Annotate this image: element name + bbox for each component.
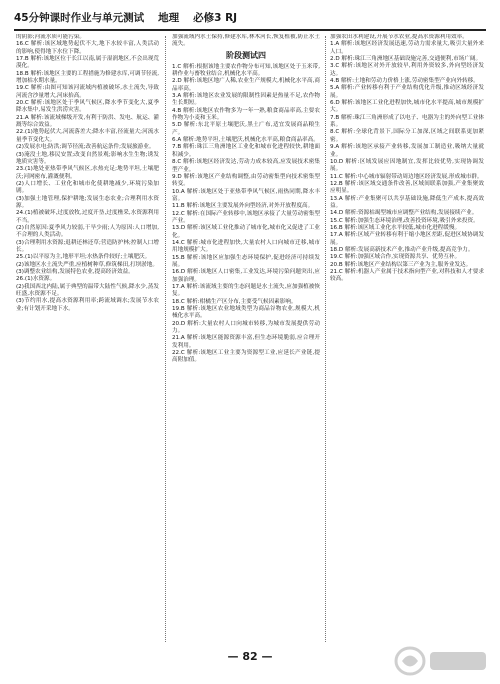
answer-paragraph: 19.B 解析:该地区农业地域类型为商品谷物农业,规模大,机械化水平高。 — [172, 306, 320, 320]
answer-paragraph: 26.(1)水资源。 — [16, 276, 56, 283]
answer-paragraph: 19.C 解析:由图可知该河流域内植被破坏,水土流失,导致河流含沙量增大,河床抬高。 — [16, 85, 159, 99]
answer-paragraph: 24.(1)植被破坏,过度放牧,过度开垦,过度樵采,水资源利用不当。 — [16, 210, 159, 224]
answer-paragraph: 16.B 解析:该区域工业化水平较低,城市化进程缓慢。 — [330, 224, 461, 231]
answer-paragraph: (3)加强土地管理,保护耕地;发展生态农业;合理利用水资源。 — [16, 195, 159, 209]
answer-paragraph: 18.B 解析:该地区主要的工程措施为修建水库,可调节径流,增加枯水期水量。 — [16, 70, 159, 85]
section-title: 阶段测试四 — [226, 50, 266, 60]
answer-paragraph: 6.A 解析:地势平坦,土壤肥沃,机械化水平高,粮食商品率高。 — [172, 137, 319, 144]
answer-paragraph: 22.(1)地势起伏大,河流落差大;降水丰富,径流量大;河流水量季节变化大。 — [16, 129, 159, 143]
answer-paragraph: 12.B 解析:该区域交通条件改善,区域间联系加强,产业集聚效应明显。 — [330, 180, 484, 195]
answer-paragraph: (2)该地区水土流失严重,应植树种草,修筑梯田,打坝淤地。 — [16, 261, 158, 268]
answer-paragraph: (3)合理利用水资源;退耕还林还草;营造防护林;控制人口增长。 — [16, 239, 159, 253]
answer-paragraph: (2)我国西北内陆,属于典型的温带大陆性气候,降水少,蒸发旺盛,水资源不足。 — [16, 283, 159, 298]
answer-paragraph: 13.D 解析:该区域工业化推动了城市化,城市化又促进了工业化。 — [172, 225, 320, 239]
answer-paragraph: 21.A 解析:该流域梯级开发,有利于防洪、发电、航运、灌溉等综合效益。 — [16, 114, 159, 129]
answer-paragraph: 5.D 解析:东北平原土壤肥沃,黑土广布,适宜发展商品粮生产。 — [172, 122, 320, 136]
answer-paragraph: 16.D 解析:该地区人口密集,工业发达,环境污染问题突出,应加强治理。 — [172, 269, 320, 283]
answer-paragraph: 的阴影;河流水质可能污染。 — [16, 34, 86, 40]
page-number: — 82 — — [227, 650, 273, 663]
answer-paragraph: 11.C 解析:中心城市辐射带动周边地区经济发展,形成城市群。 — [330, 173, 483, 180]
answer-paragraph: 21.C 解析:机器人产业属于技术指向型产业,对科技和人才要求较高。 — [330, 269, 484, 283]
answer-paragraph: 加强流域内水土保持,修建水库,林木河长,恢复植被,防止水土流失。 — [172, 34, 320, 48]
answer-paragraph: 14.C 解析:城市化进程加快,大量农村人口向城市迁移,城市用地规模扩大。 — [172, 239, 320, 254]
answer-paragraph: 25.(1)以平原为主,地形平坦;水热条件较好;土壤肥沃。 — [16, 254, 151, 261]
answer-paragraph: 7.B 解析:珠江三角洲形成了以电子、电器为主的外向型工业体系。 — [330, 114, 484, 129]
answer-paragraph: 13.A 解析:产业集聚可以共享基础设施,降低生产成本,提高效益。 — [330, 195, 484, 209]
answer-paragraph: 15.C 解析:加强生态环境治理,改善投资环境,吸引外来投资。 — [330, 217, 479, 224]
answer-paragraph: 5.A 解析:产业转移有利于产业结构优化升级,推动区域经济发展。 — [330, 85, 484, 99]
answer-paragraph: 17.B 解析:该地区位于长江以南,属于湿润地区,不会出现荒漠化。 — [16, 56, 159, 70]
answer-paragraph: 1.C 解析:根据该地主要农作物分布可知,该地区处于玉米带,耕作业与畜牧业结合,机械化水平高。 — [172, 63, 320, 78]
answer-paragraph: 10.A 解析:该地区处于亚热带季风气候区,雨热同期,降水丰富。 — [172, 188, 320, 202]
answer-paragraph: 9.A 解析:该地区承接产业转移,发展加工制造业,吸纳大量就业。 — [330, 144, 484, 158]
answer-paragraph: 20.C 解析:该地区处于季风气候区,降水季节变化大,夏季降水集中,易发生洪涝灾害。 — [16, 100, 159, 114]
answer-paragraph: 23.(1)地处亚热带季风气候区,水热充足;地势平坦,土壤肥沃;河网密布,灌溉便利。 — [16, 166, 159, 180]
answer-paragraph: (3)淹没土地,移民安置;改变自然景观;影响水生生物;诱发地质灾害等。 — [16, 151, 159, 165]
answer-paragraph: 15.B 解析:该地区应加强生态环境保护,促进经济可持续发展。 — [172, 254, 320, 268]
answer-column-1 — [16, 34, 159, 644]
answer-paragraph: 6.D 解析:该地区工业化进程加快,城市化水平提高,城市规模扩大。 — [330, 100, 484, 114]
answer-paragraph: 17.A 解析:该流域主要的生态问题是水土流失,应加强植被恢复。 — [172, 284, 320, 298]
column-divider — [325, 36, 326, 642]
book-title: 45分钟课时作业与单元测试 — [14, 11, 145, 24]
answer-paragraph: 10.D 解析:区域发展应因地制宜,发挥比较优势,实现协调发展。 — [330, 158, 484, 173]
answer-paragraph: 加强农田水利建设,开展节水农业,提高水资源利用效率。 — [330, 34, 468, 40]
answer-paragraph: 7.B 解析:珠江三角洲地区工业化和城市化进程较快,耕地面积减少。 — [172, 144, 320, 158]
answer-paragraph: 2.D 解析:珠江三角洲地区基础设施完善,交通便利,市场广阔。 — [330, 56, 482, 63]
answer-paragraph: (2)发展水电;防洪;调节径流;改善航运条件;发展旅游业。 — [16, 144, 155, 151]
answer-paragraph: 11.B 解析:该地区主要发展外向型经济,对外开放程度高。 — [172, 203, 314, 210]
column-divider — [165, 36, 166, 642]
answer-column-3 — [330, 34, 484, 644]
answer-paragraph: 1.A 解析:该地区经济发展迅速,劳动力需求量大,吸引大量外来人口。 — [330, 41, 484, 55]
answer-paragraph: 21.A 解析:该地区能源资源丰富,但生态环境脆弱,应合理开发利用。 — [172, 335, 320, 349]
answer-paragraph: 8.C 解析:该地区经济发达,劳动力成本较高,应发展技术密集型产业。 — [172, 159, 320, 173]
answer-paragraph: (2)自然原因:夏季风力较弱,干旱少雨;人为原因:人口增加,不合理的人类活动。 — [16, 224, 159, 239]
answer-column-2 — [172, 34, 320, 644]
answer-paragraph: 4.B 解析:土地和劳动力价格上涨,劳动密集型产业向外转移。 — [330, 78, 479, 85]
answer-paragraph: 18.D 解析:发展高新技术产业,推动产业升级,提高竞争力。 — [330, 246, 474, 253]
answer-paragraph: 12.C 解析:在国际产业转移中,该地区承接了大量劳动密集型产业。 — [172, 210, 320, 224]
volume-label: 必修3 RJ — [193, 11, 238, 24]
page-header — [14, 8, 486, 26]
answer-paragraph: 19.C 解析:加强区域合作,实现资源共享、优势互补。 — [330, 254, 461, 261]
answer-paragraph: 22.C 解析:该地区工业主要为资源型工业,应延长产业链,提高附加值。 — [172, 350, 320, 364]
watermark-logo — [392, 644, 492, 678]
answer-paragraph: 8.C 解析:全球化背景下,国际分工加深,区域之间联系更加紧密。 — [330, 129, 484, 143]
answer-paragraph: 9.D 解析:该地区产业结构调整,由劳动密集型向技术密集型转变。 — [172, 173, 320, 188]
answer-paragraph: 2.D 解析:该地区地广人稀,农业生产规模大,机械化水平高,商品率高。 — [172, 78, 320, 92]
answer-paragraph: (3)调整农业结构,发展特色农业,提高经济效益。 — [16, 269, 134, 275]
answer-paragraph: (3)节约用水,提高水资源利用率;跨流域调水;发展节水农业;有计划开采地下水。 — [16, 298, 159, 312]
answer-paragraph: 17.A 解析:区域产业转移有利于缩小地区差距,促进区域协调发展。 — [330, 232, 484, 246]
subject-label: 地理 — [158, 11, 180, 24]
answer-paragraph: 20.B 解析:该地区产业结构以第三产业为主,服务业发达。 — [330, 261, 472, 268]
header-rule — [14, 29, 486, 31]
answer-paragraph: 3.A 解析:该地区农业发展的限制性因素是热量不足,农作物生长期短。 — [172, 93, 320, 107]
answer-paragraph: (2)人口增长、工业化和城市化使耕地减少,环境污染加剧。 — [16, 180, 159, 195]
answer-paragraph: 3.C 解析:该地区对外开放较早,利用外资较多,外向型经济发达。 — [330, 63, 484, 77]
answer-paragraph: 14.D 解析:资源枯竭型城市应调整产业结构,发展接续产业。 — [330, 210, 478, 217]
answer-paragraph: 4.B 解析:该地区农作物多为一年一熟,粮食商品率高,主要农作物为小麦和玉米。 — [172, 107, 320, 122]
answer-paragraph: 18.C 解析:柑橘生产区分布,主要受气候因素影响。 — [172, 298, 297, 305]
answer-paragraph: 20.D 解析:大量农村人口向城市转移,为城市发展提供劳动力。 — [172, 320, 320, 335]
answer-paragraph: 16.C 解析:该区域地势起伏不大,地下水较丰富,人类活动的影响,使得地下水位下降。 — [16, 41, 159, 55]
